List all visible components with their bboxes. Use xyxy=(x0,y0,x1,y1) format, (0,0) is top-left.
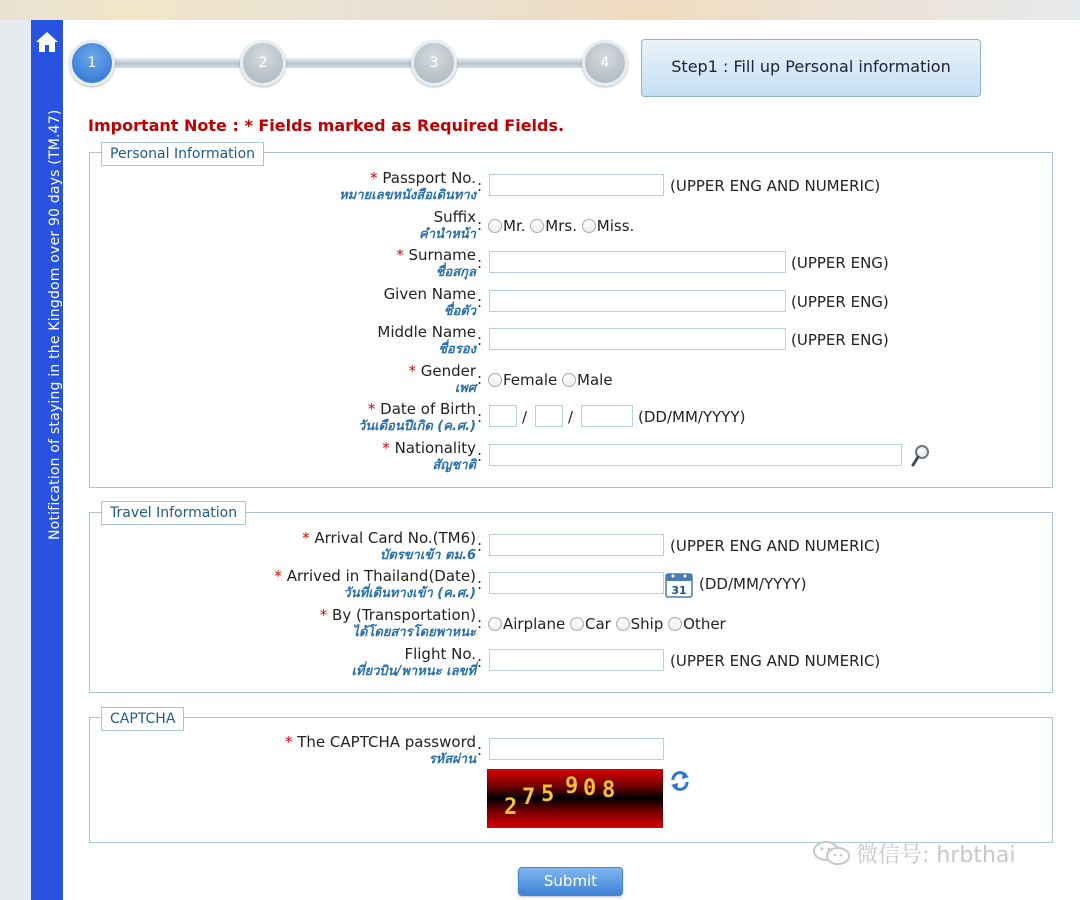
arrival-card-input[interactable] xyxy=(489,534,664,556)
given-name-hint: (UPPER ENG) xyxy=(791,293,889,311)
home-icon[interactable] xyxy=(35,30,59,54)
colon: : xyxy=(477,447,483,465)
arrival-card-label: * Arrival Card No.(TM6) บัตรขาเข้า ตม.6 xyxy=(302,529,476,563)
nationality-input[interactable] xyxy=(489,444,902,466)
radio-mr[interactable] xyxy=(488,219,502,233)
colon: : xyxy=(477,216,483,234)
refresh-icon[interactable] xyxy=(669,770,691,792)
given-name-label: Given Name ชื่อตัว xyxy=(383,285,476,319)
colon: : xyxy=(477,293,483,311)
flight-no-hint: (UPPER ENG AND NUMERIC) xyxy=(670,652,881,670)
radio-mrs-label: Mrs. xyxy=(545,217,577,235)
radio-ship-label: Ship xyxy=(630,615,664,633)
captcha-digit: 7 xyxy=(522,785,536,810)
radio-car-label: Car xyxy=(585,615,611,633)
captcha-digit: 0 xyxy=(583,776,597,801)
passport-hint: (UPPER ENG AND NUMERIC) xyxy=(670,177,881,195)
dob-hint: (DD/MM/YYYY) xyxy=(638,408,746,426)
personal-information-section xyxy=(89,152,1053,488)
surname-label: * Surname ชื่อสกุล xyxy=(396,246,476,280)
dob-day-input[interactable] xyxy=(489,405,517,427)
surname-input[interactable] xyxy=(489,251,786,273)
arrival-card-hint: (UPPER ENG AND NUMERIC) xyxy=(670,537,881,555)
middle-name-label: Middle Name ชื่อรอง xyxy=(377,323,476,357)
date-separator: / xyxy=(522,408,528,426)
passport-input[interactable] xyxy=(489,174,664,196)
current-step-label: Step1 : Fill up Personal information xyxy=(641,39,981,97)
radio-miss[interactable] xyxy=(582,219,596,233)
step-1: 1 xyxy=(69,40,115,86)
colon: : xyxy=(477,177,483,195)
colon: : xyxy=(477,653,483,671)
captcha-legend: CAPTCHA xyxy=(101,707,184,731)
search-icon[interactable] xyxy=(910,444,930,468)
wechat-icon xyxy=(812,840,852,866)
colon: : xyxy=(477,537,483,555)
transportation-radio-group xyxy=(488,615,726,633)
dob-year-input[interactable] xyxy=(581,405,633,427)
watermark xyxy=(812,838,1016,869)
travel-information-legend: Travel Information xyxy=(101,501,246,525)
middle-name-hint: (UPPER ENG) xyxy=(791,331,889,349)
captcha-digit: 8 xyxy=(602,778,616,803)
middle-name-input[interactable] xyxy=(489,328,786,350)
colon: : xyxy=(477,254,483,272)
arrived-date-input[interactable] xyxy=(489,572,664,594)
gender-label: * Gender เพศ xyxy=(408,362,476,396)
flight-no-label: Flight No. เที่ยวบิน/พาหนะ เลขที่ xyxy=(351,645,476,679)
colon: : xyxy=(477,370,483,388)
nationality-label: * Nationality สัญชาติ xyxy=(382,439,476,473)
radio-male-label: Male xyxy=(577,371,613,389)
colon: : xyxy=(477,741,483,759)
radio-female[interactable] xyxy=(488,373,502,387)
captcha-digit: 9 xyxy=(565,774,579,799)
colon: : xyxy=(477,614,483,632)
radio-male[interactable] xyxy=(562,373,576,387)
given-name-input[interactable] xyxy=(489,290,786,312)
radio-other-label: Other xyxy=(683,615,726,633)
step-2: 2 xyxy=(240,40,286,86)
important-note: Important Note : * Fields marked as Required Fields. xyxy=(88,116,565,135)
dob-month-input[interactable] xyxy=(535,405,563,427)
date-of-birth-label: * Date of Birth วันเดือนปีเกิด (ค.ศ.) xyxy=(357,400,476,434)
step-3: 3 xyxy=(411,40,457,86)
gender-radio-group xyxy=(488,371,613,389)
colon: : xyxy=(477,575,483,593)
radio-airplane[interactable] xyxy=(488,617,502,631)
suffix-label: Suffix คำนำหน้า xyxy=(419,208,476,242)
captcha-digit: 2 xyxy=(504,795,518,820)
captcha-label: * The CAPTCHA password รหัสผ่าน xyxy=(284,733,476,767)
transportation-label: * By (Transportation) ได้โดยสารโดยพาหนะ xyxy=(319,606,476,640)
radio-airplane-label: Airplane xyxy=(503,615,566,633)
colon: : xyxy=(477,408,483,426)
colon: : xyxy=(477,331,483,349)
radio-mr-label: Mr. xyxy=(503,217,526,235)
radio-ship[interactable] xyxy=(616,617,630,631)
date-separator: / xyxy=(568,408,574,426)
sidebar-title: Notification of staying in the Kingdom over 90 days (TM.47) xyxy=(47,109,63,540)
flight-no-input[interactable] xyxy=(489,649,664,671)
top-background xyxy=(0,0,1080,20)
submit-button[interactable]: Submit xyxy=(518,867,623,896)
arrived-date-label: * Arrived in Thailand(Date) วันที่เดินทางเข้า (ค.ศ.) xyxy=(274,567,476,601)
captcha-image xyxy=(487,769,663,828)
watermark-text: 微信号: hrbthai xyxy=(856,843,1016,868)
calendar-icon[interactable] xyxy=(665,572,693,598)
radio-car[interactable] xyxy=(570,617,584,631)
personal-information-legend: Personal Information xyxy=(101,142,264,166)
radio-female-label: Female xyxy=(503,371,558,389)
calendar-day: 31 xyxy=(671,584,687,597)
radio-miss-label: Miss. xyxy=(596,217,635,235)
step-4: 4 xyxy=(582,40,628,86)
step-progress-line xyxy=(90,58,606,68)
passport-label: * Passport No. หมายเลขหนังสือเดินทาง xyxy=(339,169,476,203)
captcha-digit: 5 xyxy=(541,782,555,807)
radio-other[interactable] xyxy=(668,617,682,631)
arrived-date-hint: (DD/MM/YYYY) xyxy=(699,575,807,593)
suffix-radio-group xyxy=(488,217,634,235)
sidebar xyxy=(31,20,63,900)
captcha-input[interactable] xyxy=(489,738,664,760)
radio-mrs[interactable] xyxy=(530,219,544,233)
surname-hint: (UPPER ENG) xyxy=(791,254,889,272)
